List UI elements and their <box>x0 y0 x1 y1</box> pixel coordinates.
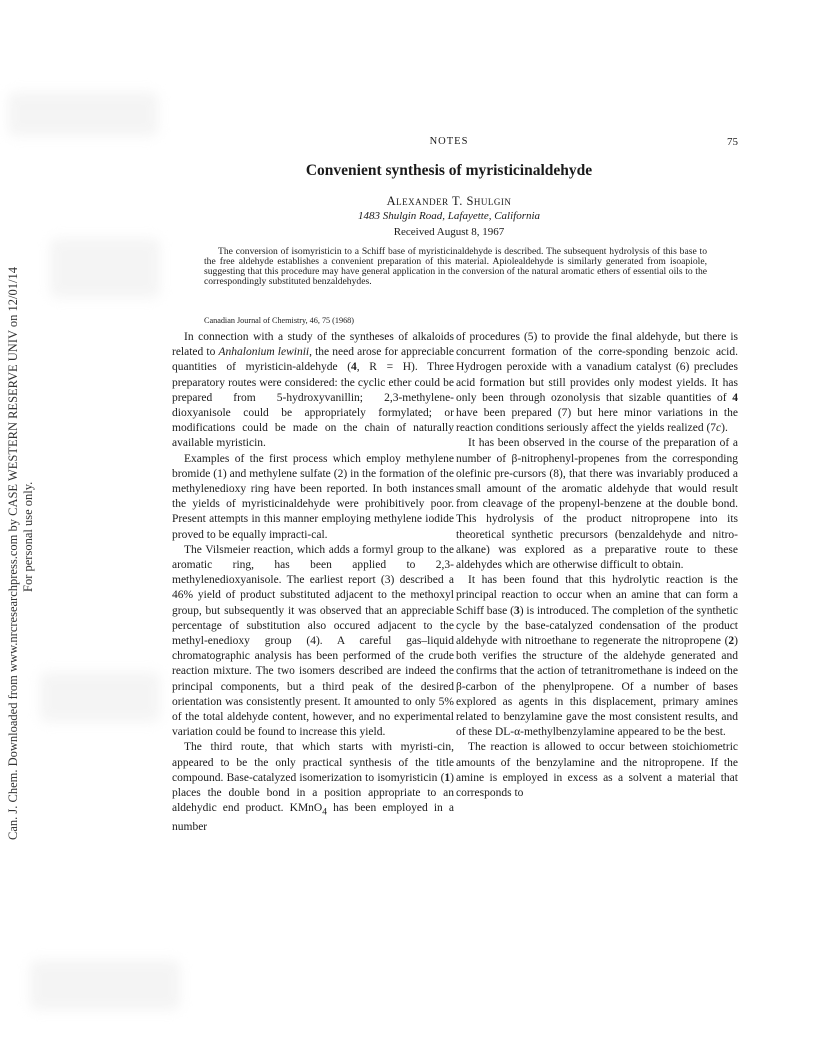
article-title: Convenient synthesis of myristicinaldehyde <box>305 162 593 179</box>
scan-smudge-mid <box>50 238 160 298</box>
journal-citation: Canadian Journal of Chemistry, 46, 75 (1968) <box>204 316 355 325</box>
body-paragraph: In connection with a study of the syntheses of alkaloids related to Anhalonium lewinii, the need arose for appreciable quantities of myristicin-aldehyde (4, R = H). Three preparatory routes were considered: the cyclic ether could be prepared from 5-hydroxyvanillin; 2,3-methylene-dioxyanisole could be appropriately formylated; or modifications could be made on the chain of naturally available myristicin. <box>172 331 455 450</box>
download-stamp-line1: Can. J. Chem. Downloaded from www.nrcresearchpress.com by CASE WESTERN RESERVE UNIV on 12/01/14 <box>6 267 20 840</box>
author-name: Alexander T. Shulgin <box>386 194 512 208</box>
body-paragraph: of procedures (5) to provide the final aldehyde, but there is concurrent formation of the corre-sponding benzoic acid. Hydrogen peroxide with a vanadium catalyst (6) precludes acid formation but still provides only modest yields. It has only been through ozonolysis that sizable quantities of 4 have been prepared (7) but here minor variations in the reaction conditions seriously affect the yields realized (7c). <box>456 331 738 435</box>
scan-smudge-bottom <box>30 960 180 1010</box>
body-column-right <box>456 330 738 801</box>
body-paragraph: The reaction is allowed to occur between stoichiometric amounts of the benzylamine and the nitropropene. If the amine is employed in excess as a solvent a material that corresponds to <box>456 741 738 800</box>
download-stamp-line2: For personal use only. <box>21 481 35 592</box>
body-column-left <box>172 330 454 835</box>
scan-smudge-lower <box>40 672 160 722</box>
download-stamp <box>4 200 44 840</box>
body-paragraph: The Vilsmeier reaction, which adds a formyl group to the aromatic ring, has been applied to 2,3-methylenedioxyanisole. The earliest report (3) described a 46% yield of product substituted adjacent to the methoxyl group, but subsequently it was observed that an appreciable percentage of substitution also occured adjacent to the methyl-enedioxy group (4). A careful gas–liquid chromatographic analysis has been performed of the crude reaction mixture. The two isomers described are indeed the principal components, but a third peak of the desired orientation was consistently present. It amounted to only 5% of the total aldehyde content, however, and no experimental variation could be found to increase this yield. <box>172 543 454 739</box>
abstract: The conversion of isomyristicin to a Schiff base of myristicinaldehyde is described. The subsequent hydrolysis of this base to the free aldehyde establishes a convenient preparation of this material. Apiolealdehyde is similarly generated from isoapiole, suggesting that this procedure may have general application in the conversion of the natural aromatic ethers of essential oils to the correspondingly substituted benzaldehydes. <box>204 246 707 287</box>
body-paragraph: It has been found that this hydrolytic reaction is the principal reaction to occur when an amine that can form a Schiff base (3) is introduced. The completion of the synthetic cycle by the base-catalyzed condensation of the product aldehyde with nitroethane to regenerate the nitropropene (2) both verifies the structure of the aldehyde generated and confirms that the action of tetranitromethane is indeed on the β-carbon of the phenylpropene. Of a number of bases explored as agents in this displacement, primary amines related to benzylamine gave the most consistent results, and of these DL-α-methylbenzylamine appeared to be the best. <box>456 574 738 739</box>
body-paragraph: It has been observed in the course of the preparation of a number of β-nitrophenyl-propenes from the corresponding olefinic pre-cursors (8), that there was invariably produced a small amount of the aromatic aldehyde that would result from cleavage of the propenyl-benzene at the double bond. This hydrolysis of the product nitropropene into its theoretical synthetic precursors (benzaldehyde and nitro-alkane) was explored as a preparative route to these aldehydes which are otherwise difficult to obtain. <box>456 437 738 572</box>
body-paragraph: Examples of the first process which employ methylene bromide (1) and methylene sulfate (2) in the formation of the methylenedioxy ring have been reported. In both instances the yields of myristicinaldehyde were prohibitively poor. Present attempts in this manner employing methylene iodide proved to be equally impracti-cal. <box>172 452 454 541</box>
section-label: NOTES <box>429 136 469 147</box>
body-paragraph: The third route, that which starts with myristi-cin, appeared to be the only practical synthesis of the title compound. Base-catalyzed isomerization to isomyristicin (1) places the double bond in a position appropriate to an aldehydic end product. KMnO$_4$ has been employed in a number <box>172 741 454 833</box>
running-header <box>160 136 738 150</box>
scan-smudge-top <box>8 92 158 136</box>
received-date: Received August 8, 1967 <box>393 226 505 238</box>
author-address: 1483 Shulgin Road, Lafayette, California <box>357 210 541 222</box>
page-number: 75 <box>727 136 738 148</box>
